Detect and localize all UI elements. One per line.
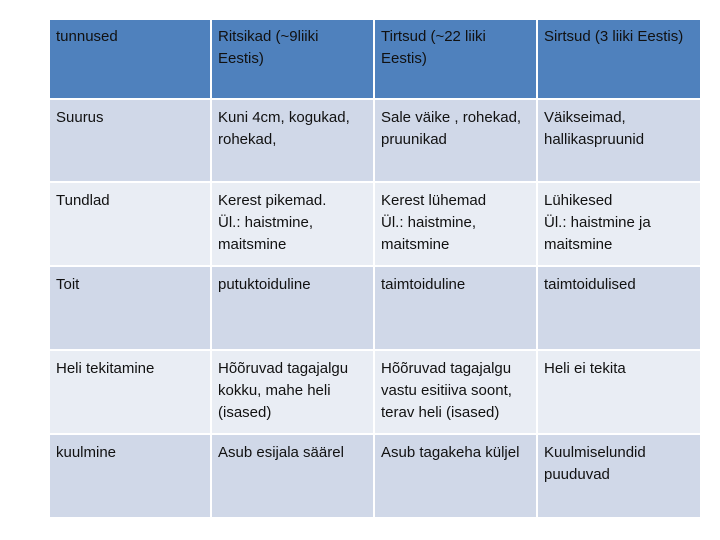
row-label-cell: Heli tekitamine	[49, 350, 211, 434]
table-cell: Sale väike , rohekad, pruunikad	[374, 99, 537, 182]
header-cell-tirtsud: Tirtsud (~22 liiki Eestis)	[374, 19, 537, 99]
table-cell: Hõõruvad tagajalgu kokku, mahe heli (isased)	[211, 350, 374, 434]
table-header-row	[49, 19, 701, 99]
table-cell: Kuni 4cm, kogukad, rohekad,	[211, 99, 374, 182]
row-label-cell: Tundlad	[49, 182, 211, 266]
table-cell: Asub esijala säärel	[211, 434, 374, 518]
table-cell: Asub tagakeha küljel	[374, 434, 537, 518]
table-cell: Väikseimad, hallikaspruunid	[537, 99, 701, 182]
table-cell: Heli ei tekita	[537, 350, 701, 434]
table-row	[49, 350, 701, 434]
table-cell: Kerest lühemad Ül.: haistmine, maitsmine	[374, 182, 537, 266]
table-cell: Lühikesed Ül.: haistmine ja maitsmine	[537, 182, 701, 266]
comparison-table	[48, 18, 702, 519]
table-row	[49, 266, 701, 350]
header-cell-sirtsud: Sirtsud (3 liiki Eestis)	[537, 19, 701, 99]
table-cell: Kerest pikemad. Ül.: haistmine, maitsmine	[211, 182, 374, 266]
table-cell: taimtoidulised	[537, 266, 701, 350]
comparison-table-container	[48, 18, 700, 515]
table-cell: Hõõruvad tagajalgu vastu esitiiva soont, terav heli (isased)	[374, 350, 537, 434]
table-row	[49, 99, 701, 182]
table-row	[49, 182, 701, 266]
row-label-cell: Toit	[49, 266, 211, 350]
row-label-cell: kuulmine	[49, 434, 211, 518]
row-label-cell: Suurus	[49, 99, 211, 182]
table-cell: putuktoiduline	[211, 266, 374, 350]
header-cell-tunnused: tunnused	[49, 19, 211, 99]
table-cell: taimtoiduline	[374, 266, 537, 350]
table-cell: Kuulmiselundid puuduvad	[537, 434, 701, 518]
header-cell-ritsikad: Ritsikad (~9liiki Eestis)	[211, 19, 374, 99]
table-row	[49, 434, 701, 518]
